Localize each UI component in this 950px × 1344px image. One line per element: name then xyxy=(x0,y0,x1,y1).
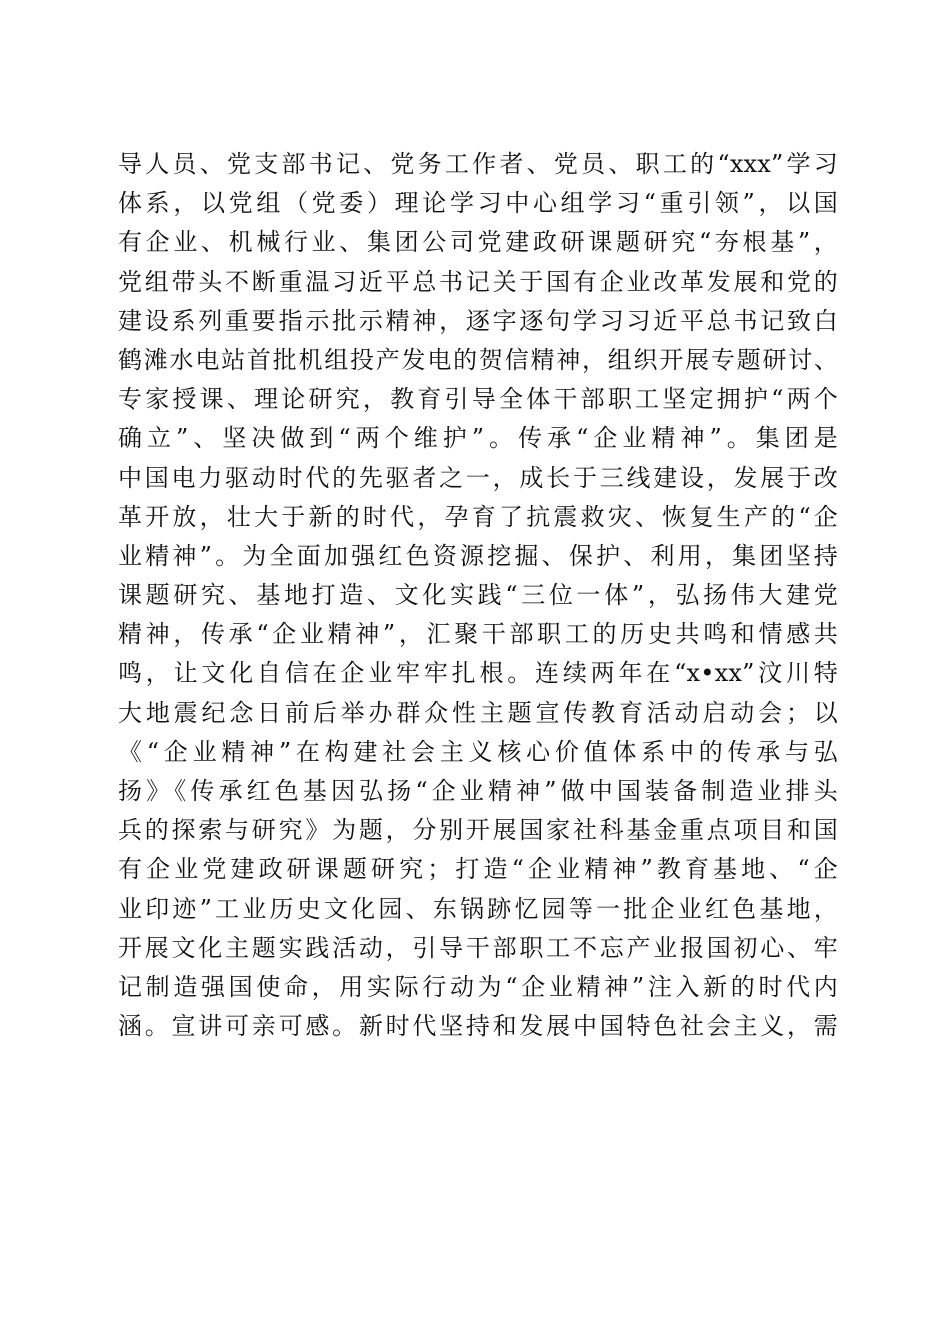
text-line: 课题研究、基地打造、文化实践“三位一体”，弘扬伟大建党 xyxy=(118,581,838,610)
text-line: 革开放，壮大于新的时代，孕育了抗震救灾、恢复生产的“企 xyxy=(118,502,838,531)
text-line: 有企业、机械行业、集团公司党建政研课题研究“夯根基”， xyxy=(118,228,838,257)
text-line: 大地震纪念日前后举办群众性主题宣传教育活动启动会；以 xyxy=(118,698,838,727)
text-line: 建设系列重要指示批示精神，逐字逐句学习习近平总书记致白 xyxy=(118,306,838,335)
text-line: 扬》《传承红色基因弘扬“企业精神”做中国装备制造业排头 xyxy=(118,777,838,805)
text-line: 开展文化主题实践活动，引导干部职工不忘产业报国初心、牢 xyxy=(118,933,838,962)
text-line: 鸣，让文化自信在企业牢牢扎根。连续两年在“x•xx”汶川特 xyxy=(118,659,838,688)
text-line: 党组带头不断重温习近平总书记关于国有企业改革发展和党的 xyxy=(118,267,838,296)
text-line: 兵的探索与研究》为题，分别开展国家社科基金重点项目和国 xyxy=(118,816,838,845)
text-line: 专家授课、理论研究，教育引导全体干部职工坚定拥护“两个 xyxy=(118,385,838,414)
text-line: 导人员、党支部书记、党务工作者、党员、职工的“xxx”学习 xyxy=(118,150,838,178)
text-line: 业精神”。为全面加强红色资源挖掘、保护、利用，集团坚持 xyxy=(118,541,838,570)
text-line: 涵。宣讲可亲可感。新时代坚持和发展中国特色社会主义，需 xyxy=(118,1012,838,1041)
text-line: 体系，以党组（党委）理论学习中心组学习“重引领”，以国 xyxy=(118,189,838,218)
text-line: 《“企业精神”在构建社会主义核心价值体系中的传承与弘 xyxy=(118,737,838,766)
text-line: 鹤滩水电站首批机组投产发电的贺信精神，组织开展专题研讨、 xyxy=(118,345,838,374)
text-line: 确立”、坚决做到“两个维护”。传承“企业精神”。集团是 xyxy=(118,424,838,453)
text-line: 中国电力驱动时代的先驱者之一，成长于三线建设，发展于改 xyxy=(118,463,838,492)
text-line: 有企业党建政研课题研究；打造“企业精神”教育基地、“企 xyxy=(118,855,838,884)
text-line: 业印迹”工业历史文化园、东锅跡忆园等一批企业红色基地， xyxy=(118,894,838,923)
body-paragraph xyxy=(118,145,838,1046)
text-line: 记制造强国使命，用实际行动为“企业精神”注入新的时代内 xyxy=(118,972,838,1001)
text-line: 精神，传承“企业精神”，汇聚干部职工的历史共鸣和情感共 xyxy=(118,620,838,649)
